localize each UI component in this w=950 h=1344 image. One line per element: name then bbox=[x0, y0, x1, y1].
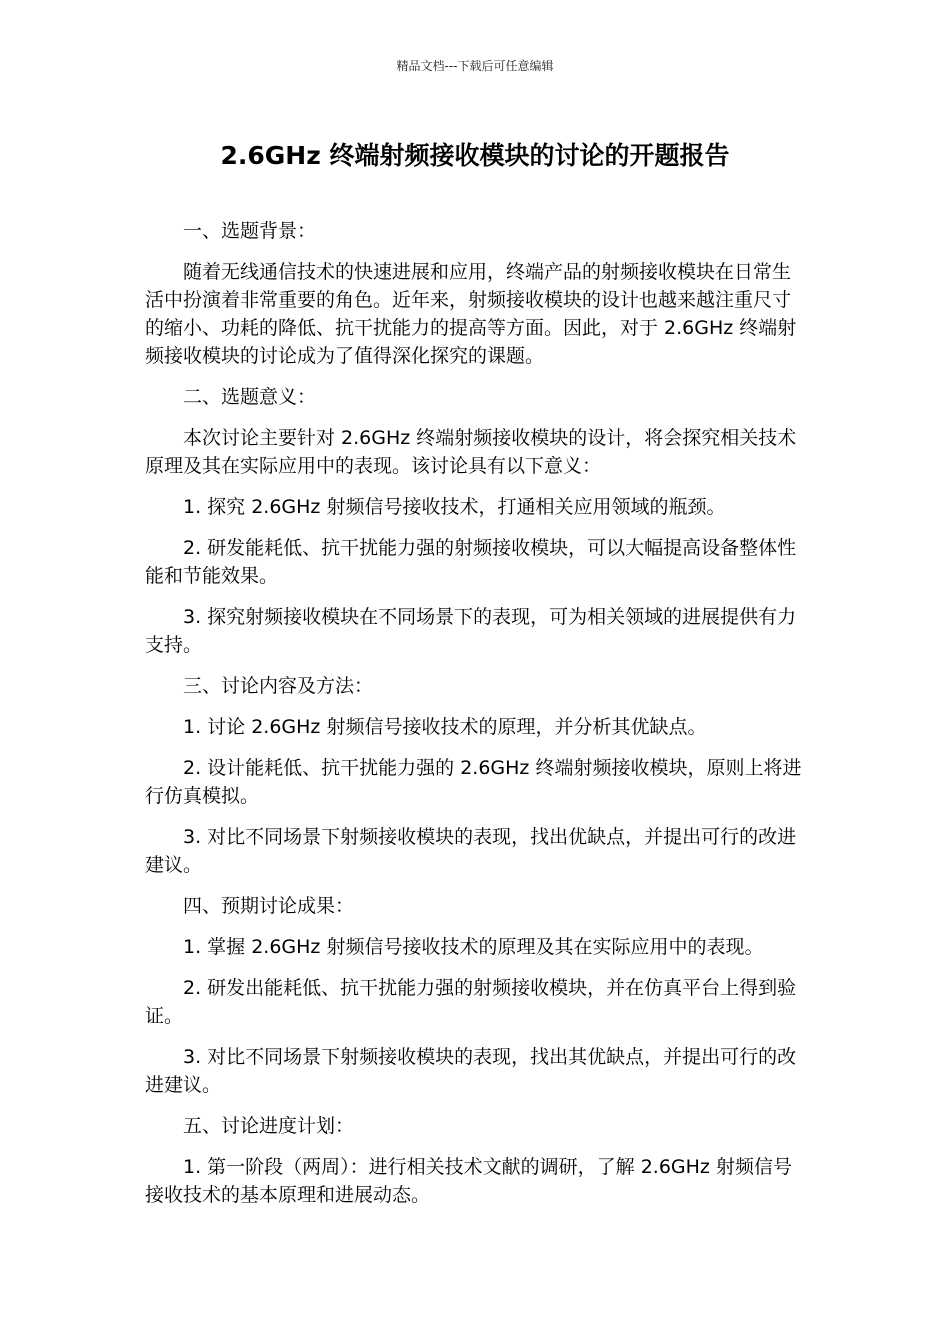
paragraph-significance-intro: 本次讨论主要针对 2.6GHz 终端射频接收模块的设计，将会探究相关技术原理及其在实际应用中的表现。该讨论具有以下意义： bbox=[145, 427, 797, 477]
list-item-content-3: 3. 对比不同场景下射频接收模块的表现，找出优缺点，并提出可行的改进建议。 bbox=[145, 826, 797, 876]
section-heading-schedule: 五、讨论进度计划： bbox=[183, 1115, 355, 1137]
document-body bbox=[145, 217, 805, 1222]
section-heading-significance: 二、选题意义： bbox=[183, 386, 317, 408]
list-item-content-1: 1. 讨论 2.6GHz 射频信号接收技术的原理，并分析其优缺点。 bbox=[183, 716, 707, 738]
list-item-significance-1: 1. 探究 2.6GHz 射频信号接收技术，打通相关应用领域的瓶颈。 bbox=[183, 496, 726, 518]
section-heading-content-methods: 三、讨论内容及方法： bbox=[183, 675, 374, 697]
section-heading-background: 一、选题背景： bbox=[183, 220, 317, 242]
list-item-content-2: 2. 设计能耗低、抗干扰能力强的 2.6GHz 终端射频接收模块，原则上将进行仿真模拟。 bbox=[145, 757, 802, 807]
header-note: 精品文档---下载后可任意编辑 bbox=[396, 59, 554, 73]
list-item-significance-3: 3. 探究射频接收模块在不同场景下的表现，可为相关领域的进展提供有力支持。 bbox=[145, 606, 797, 656]
list-item-results-3: 3. 对比不同场景下射频接收模块的表现，找出其优缺点，并提出可行的改进建议。 bbox=[145, 1046, 797, 1096]
list-item-significance-2: 2. 研发能耗低、抗干扰能力强的射频接收模块，可以大幅提高设备整体性能和节能效果。 bbox=[145, 537, 797, 587]
document-title: 2.6GHz 终端射频接收模块的讨论的开题报告 bbox=[220, 141, 730, 170]
paragraph-background: 随着无线通信技术的快速进展和应用，终端产品的射频接收模块在日常生活中扮演着非常重要的角色。近年来，射频接收模块的设计也越来越注重尺寸的缩小、功耗的降低、抗干扰能力的提高等方面。因此，对于 2.6GHz 终端射频接收模块的讨论成为了值得深化探究的课题。 bbox=[145, 261, 797, 367]
list-item-results-2: 2. 研发出能耗低、抗干扰能力强的射频接收模块，并在仿真平台上得到验证。 bbox=[145, 977, 797, 1027]
list-item-results-1: 1. 掌握 2.6GHz 射频信号接收技术的原理及其在实际应用中的表现。 bbox=[183, 936, 764, 958]
list-item-schedule-1: 1. 第一阶段（两周）：进行相关技术文献的调研，了解 2.6GHz 射频信号接收技术的基本原理和进展动态。 bbox=[145, 1156, 792, 1206]
section-heading-expected-results: 四、预期讨论成果： bbox=[183, 895, 355, 917]
